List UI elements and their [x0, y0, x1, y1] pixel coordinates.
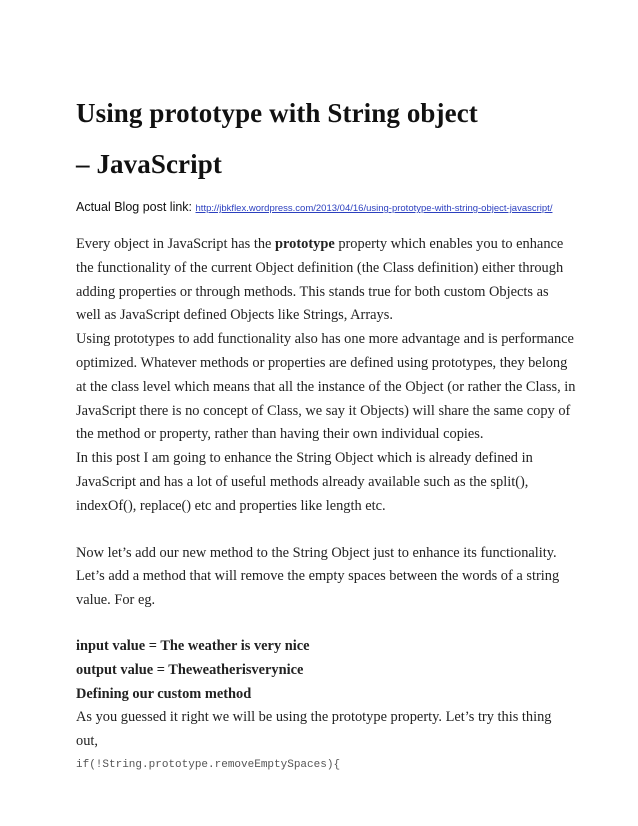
document-title [76, 88, 576, 190]
prototype-keyword: prototype [275, 236, 335, 252]
body-content [76, 233, 576, 776]
paragraph-intro-end: property which enables you to enhance the functionality of the current Object definition (the Class definition) either through adding properties or through methods. This stands true for both custom Objects as well as JavaScript defined Objects like Strings, Arrays. [76, 236, 564, 324]
paragraph-intro-start: Every object in JavaScript has the [76, 236, 276, 252]
example-output-value: output value = Theweatherisverynice [76, 661, 304, 678]
code-line: if(!String.prototype.removeEmptySpaces){ [76, 758, 341, 771]
paragraph-spacer [76, 519, 576, 542]
title-line-2: – JavaScript [76, 149, 222, 179]
blog-link-label: Actual Blog post link: [76, 200, 196, 214]
example-input-value: input value = The weather is very nice [76, 637, 310, 654]
title-line-1: Using prototype with String object [76, 98, 478, 128]
paragraph-try-it: As you guessed it right we will be using the prototype property. Let’s try this thing out, [76, 709, 552, 750]
document-page [76, 88, 576, 776]
paragraph-new-method: Now let’s add our new method to the String Object just to enhance its functionality. Let’s add a method that will remove the empty spaces between the words of a string value. For eg. [76, 544, 560, 609]
paragraph-spacer [76, 613, 576, 635]
paragraph-intro [76, 233, 576, 328]
heading-custom-method: Defining our custom method [76, 685, 252, 702]
blog-post-link[interactable]: http://jbkflex.wordpress.com/2013/04/16/using-prototype-with-string-object-javascript/ [195, 203, 553, 214]
paragraph-string-object: In this post I am going to enhance the String Object which is already defined in JavaScript and has a lot of useful methods already available such as the split(), indexOf(), replace() etc and properties like length etc. [76, 450, 533, 514]
blog-link-line [76, 194, 576, 222]
paragraph-performance: Using prototypes to add functionality also has one more advantage and is performance optimized. Whatever methods or properties are defined using prototypes, they belong at the class level which means that all the instance of the Object (or rather the Class, in JavaScript there is no concept of Class, we say it Objects) will share the same copy of the method or property, rather than having their own individual copies. [76, 331, 576, 443]
